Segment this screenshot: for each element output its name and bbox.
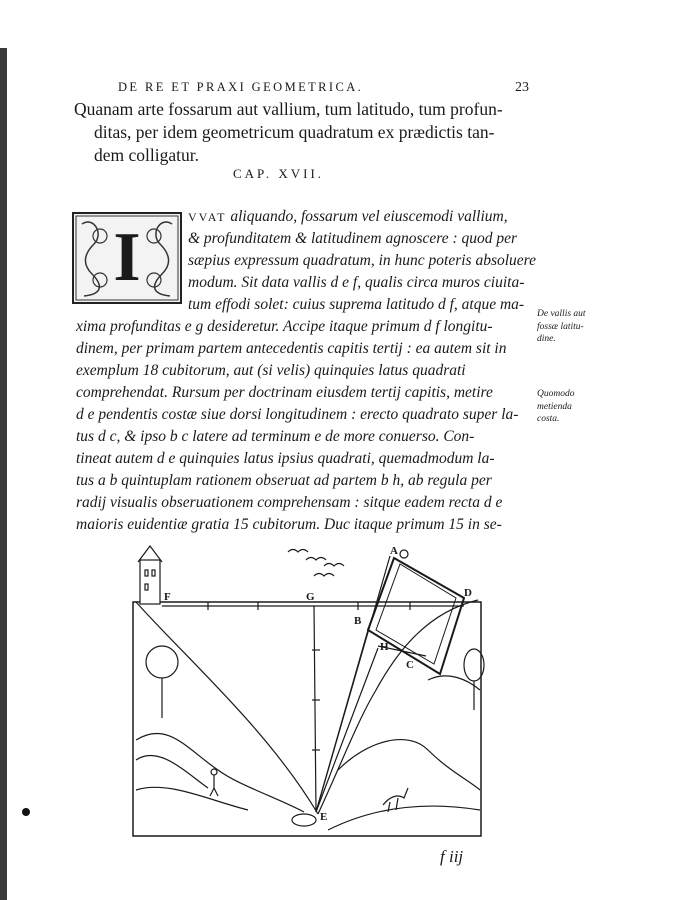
signature-mark: f iij: [440, 847, 464, 866]
hill-contour: [136, 733, 304, 812]
heading-line: ditas, per idem geometricum quadratum ex prædictis tan-: [94, 122, 495, 142]
label-b: B: [354, 615, 362, 627]
margin-note-line: metienda: [537, 401, 572, 412]
valley-measurement-figure: [128, 540, 508, 844]
margin-note-line: dine.: [537, 334, 556, 344]
heading-line: dem colligatur.: [94, 145, 199, 165]
hill-contour: [328, 806, 480, 830]
body-line: radij visualis obseruationem comprehensam : sitque eadem recta d e: [76, 494, 503, 511]
bird-icon: [288, 550, 308, 553]
rock-icon: [292, 814, 316, 826]
label-h: H: [380, 641, 389, 653]
tower-icon: [140, 560, 160, 604]
margin-note-line: costa.: [537, 414, 560, 424]
body-line: modum. Sit data vallis d e f, qualis circa muros ciuita-: [188, 274, 525, 291]
scan-mark: [22, 808, 30, 816]
bird-icon: [306, 558, 326, 561]
bird-icon: [314, 574, 334, 577]
figure-illustration: [128, 540, 508, 840]
body-line-text: aliquando, fossarum vel eiuscemodi vallium,: [226, 208, 508, 225]
label-g: G: [306, 591, 315, 603]
body-line: tum effodi solet: cuius suprema latitudo d f, atque ma-: [188, 296, 525, 313]
body-line: tus d c, & ipso b c latere ad terminum e de more conuerso. Con-: [76, 428, 475, 445]
label-d: D: [464, 587, 472, 599]
initial-letter: I: [113, 219, 141, 296]
figure-frame: [133, 602, 481, 836]
heading-line: Quanam arte fossarum aut vallium, tum latitudo, tum profun-: [74, 99, 503, 119]
chapter-number: CAP. XVII.: [233, 166, 325, 181]
path-contour: [136, 755, 208, 788]
scan-edge: [0, 48, 7, 900]
body-first-word: VVAT: [188, 210, 227, 224]
label-c: C: [406, 659, 414, 671]
path-contour: [136, 787, 248, 810]
running-head: DE RE ET PRAXI GEOMETRICA.: [118, 80, 364, 94]
hill-contour: [338, 740, 480, 790]
decorated-initial: [72, 212, 182, 304]
body-line: [188, 207, 508, 227]
chapter-heading: [74, 98, 532, 167]
margin-note-line: Quomodo: [537, 389, 575, 399]
body-line: xima profunditas e g desideretur. Accipe itaque primum d f longitu-: [76, 318, 493, 335]
body-line: maioris euidentiæ gratia 15 cubitorum. Duc itaque primum 15 in se-: [76, 516, 502, 533]
margin-note-line: fossæ latitu-: [537, 321, 584, 332]
body-line: dinem, per primam partem antecedentis capitis tertij : ea autem sit in: [76, 340, 507, 357]
line-g-e: [314, 606, 316, 812]
body-line: exemplum 18 cubitorum, aut (si velis) quinquies latus quadrati: [76, 362, 466, 379]
body-line: tus a b quintuplam rationem obseruat ad partem b h, ab regula per: [76, 472, 492, 489]
bird-icon: [324, 564, 344, 567]
body-line: comprehendat. Rursum per doctrinam eiusdem tertij capitis, metire: [76, 384, 493, 401]
body-line: sæpius expressum quadratum, in hunc poteris absoluere: [188, 252, 537, 269]
scale-ticks: [208, 602, 410, 750]
sight-vane-icon: [400, 550, 408, 558]
label-f: F: [164, 591, 171, 603]
margin-note: [537, 308, 597, 346]
body-line: & profunditatem & latitudinem agnoscere : quod per: [188, 230, 518, 247]
page-number: 23: [515, 80, 529, 95]
body-line: d e pendentis costæ siue dorsi longitudinem : erecto quadrato super la-: [76, 406, 519, 423]
body-line: tineat autem d e quinquies latus ipsius quadrati, quemadmodum la-: [76, 450, 495, 467]
sight-line: [316, 648, 378, 812]
margin-note: [537, 388, 597, 426]
valley-left-slope: [136, 602, 318, 814]
label-e: E: [320, 811, 328, 823]
label-a: A: [390, 545, 398, 557]
tree-icon: [146, 646, 178, 678]
margin-note-line: De vallis aut: [537, 309, 586, 319]
person-icon: [211, 769, 217, 775]
